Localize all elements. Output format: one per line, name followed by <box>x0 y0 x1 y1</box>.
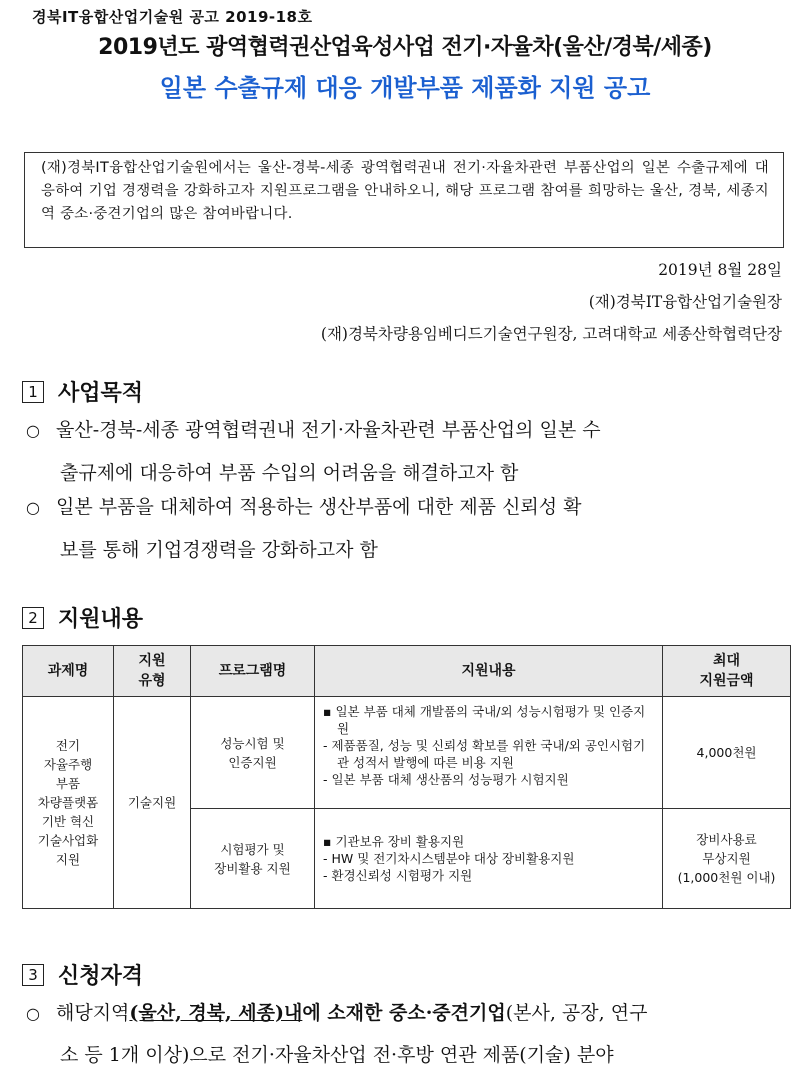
content-cell <box>315 809 663 909</box>
issuer-org-2: (재)경북차량용임베디드기술연구원장, 고려대학교 세종산학협력단장 <box>320 325 782 343</box>
section-1-number: 1 <box>22 381 44 403</box>
purpose-bullet-1 <box>26 411 788 450</box>
task-name-line: 기반 혁신 <box>41 814 95 829</box>
task-name-cell <box>23 697 114 909</box>
purpose-1-line-1: 울산-경북-세종 광역협력권내 전기·자율차관련 부품산업의 일본 수 <box>56 419 601 441</box>
amount-line: 장비사용료 <box>696 832 757 847</box>
content-item: - HW 및 전기차시스템분야 대상 장비활용지원 <box>323 851 575 866</box>
section-2-title: 지원내용 <box>58 607 144 632</box>
program-line: 장비활용 지원 <box>214 860 291 876</box>
header-content: 지원내용 <box>315 646 663 697</box>
task-name-line: 전기 <box>55 738 81 753</box>
section-1-heading <box>22 376 143 407</box>
content-item: ▪ 일본 부품 대체 개발품의 국내/외 성능시험평가 및 인증지원 <box>323 704 646 736</box>
bullet-mark: ○ <box>26 498 40 517</box>
support-table <box>22 645 791 909</box>
section-2-heading <box>22 602 143 633</box>
header-support-type-l1: 지원 <box>138 653 166 669</box>
header-max-l1: 최대 <box>712 653 741 669</box>
support-type-cell: 기술지원 <box>114 697 191 909</box>
section-3-number: 3 <box>22 964 44 986</box>
purpose-2-line-1: 일본 부품을 대체하여 적용하는 생산부품에 대한 제품 신뢰성 확 <box>56 496 582 518</box>
header-task: 과제명 <box>23 646 114 697</box>
page-subtitle: 일본 수출규제 대응 개발부품 제품화 지원 공고 <box>159 74 651 102</box>
page-title: 2019년도 광역협력권산업육성사업 전기·자율차(울산/경북/세종) <box>98 35 712 60</box>
header-program: 프로그램명 <box>191 646 315 697</box>
content-item: - 환경신뢰성 시험평가 지원 <box>323 868 473 883</box>
eligibility-bullet <box>26 994 788 1033</box>
task-name-line: 자율주행 <box>43 757 93 772</box>
task-name-line: 차량플랫폼 <box>37 795 99 810</box>
eligibility-region: (울산, 경북, 세종)내 <box>129 1002 303 1024</box>
bullet-mark: ○ <box>26 1004 40 1023</box>
task-name-line: 지원 <box>55 852 81 867</box>
task-name-line: 부품 <box>55 776 81 791</box>
eligibility-text-d: (본사, 공장, 연구 <box>505 1002 648 1024</box>
header-support-type-l2: 유형 <box>138 673 166 689</box>
section-3-title: 신청자격 <box>58 964 144 989</box>
program-line: 인증지원 <box>228 754 277 770</box>
intro-text: (재)경북IT융합산업기술원에서는 울산-경북-세종 광역협력권내 전기·자율차관련 부품산업의 일본 수출규제에 대응하여 기업 경쟁력을 강화하고자 지원프로그램을 안내하오니, 해당 프로그램 참여를 희망하는 울산, 경북, 세종지역 중소·중견기업의 많은 참여바랍니다. <box>41 160 769 222</box>
amount-line: (1,000천원 이내) <box>677 870 776 885</box>
program-cell <box>191 809 315 909</box>
purpose-bullet-2 <box>26 488 788 527</box>
header-support-type <box>114 646 191 697</box>
section-3-heading <box>22 959 143 990</box>
issuer-org-1: (재)경북IT융합산업기술원장 <box>588 293 782 311</box>
content-item: - 일본 부품 대체 생산품의 성능평가 시험지원 <box>323 772 569 787</box>
table-header-row <box>23 646 791 697</box>
table-row <box>23 697 791 809</box>
program-line: 성능시험 및 <box>220 735 285 751</box>
bullet-mark: ○ <box>26 421 40 440</box>
eligibility-company-type: 에 소재한 중소·중견기업 <box>302 1002 506 1024</box>
content-item: ▪ 기관보유 장비 활용지원 <box>323 834 465 849</box>
purpose-1-line-2: 출규제에 대응하여 부품 수입의 어려움을 해결하고자 함 <box>60 462 519 484</box>
eligibility-line-2: 소 등 1개 이상)으로 전기·자율차산업 전·후방 연관 제품(기술) 분야 <box>60 1044 614 1066</box>
amount-line: 4,000천원 <box>696 745 757 760</box>
task-name-line: 기술사업화 <box>37 833 99 848</box>
amount-cell <box>663 809 791 909</box>
header-max-l2: 지원금액 <box>699 673 754 689</box>
program-line: 시험평가 및 <box>220 841 285 857</box>
intro-box <box>24 152 784 248</box>
content-item: - 제품품질, 성능 및 신뢰성 확보를 위한 국내/외 공인시험기관 성적서 발행에 따른 비용 지원 <box>323 738 646 770</box>
announcement-date: 2019년 8월 28일 <box>658 261 782 279</box>
section-1-title: 사업목적 <box>58 381 144 406</box>
content-cell <box>315 697 663 809</box>
amount-cell <box>663 697 791 809</box>
header-max-amount <box>663 646 791 697</box>
section-2-number: 2 <box>22 607 44 629</box>
eligibility-text-a: 해당지역 <box>56 1002 130 1024</box>
program-cell <box>191 697 315 809</box>
amount-line: 무상지원 <box>702 851 751 866</box>
notice-number: 경북IT융합산업기술원 공고 2019-18호 <box>32 8 313 26</box>
purpose-2-line-2: 보를 통해 기업경쟁력을 강화하고자 함 <box>60 539 378 561</box>
